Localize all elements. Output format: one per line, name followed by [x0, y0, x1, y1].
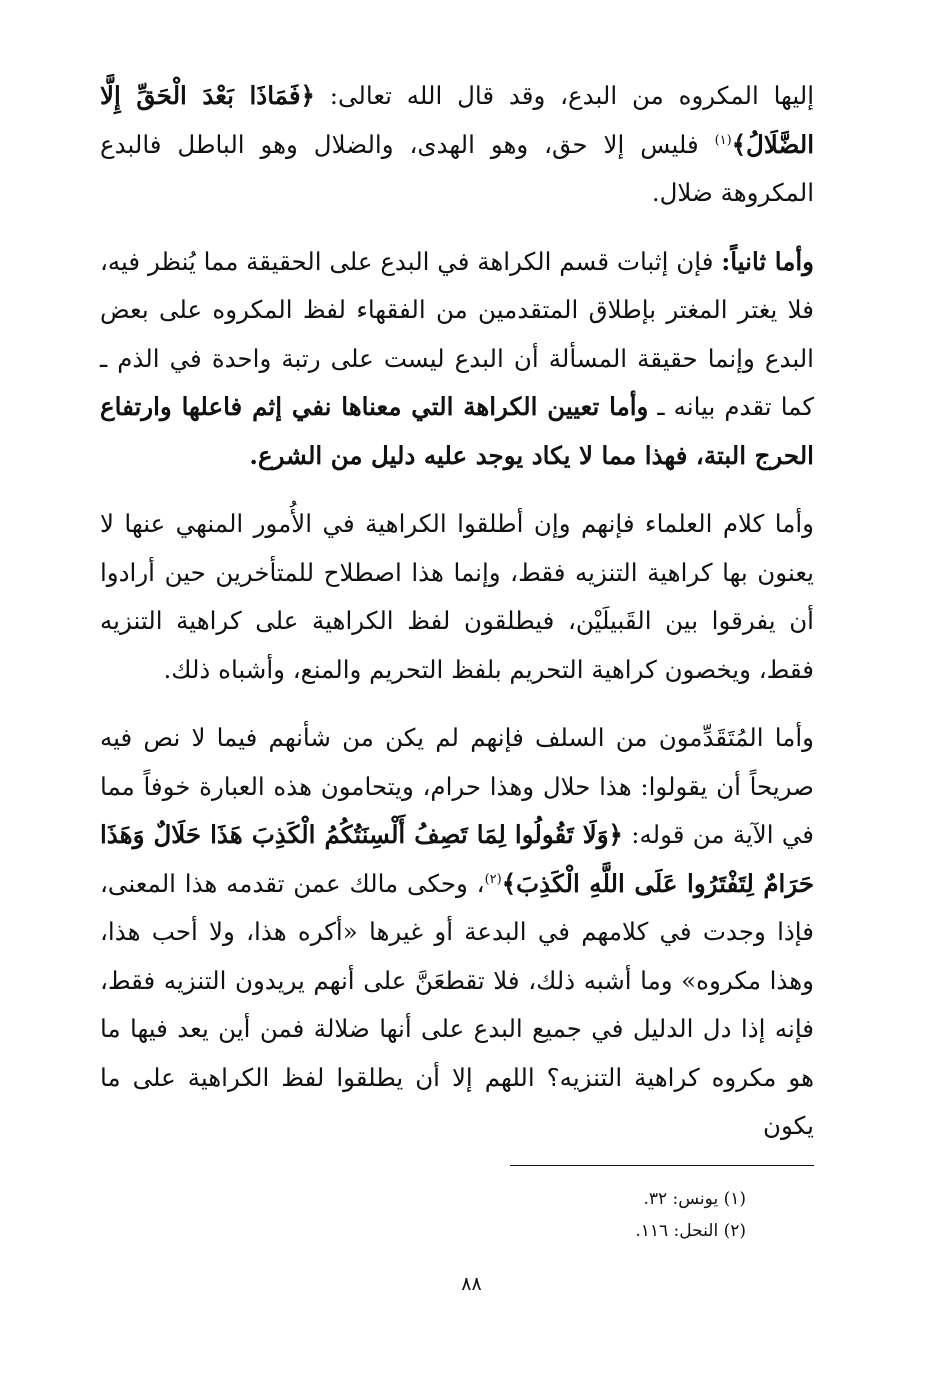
bold-heading-segment: وأما ثانياً:	[721, 246, 814, 276]
paragraph-2	[100, 238, 814, 481]
text-segment: فإن إثبات قسم الكراهة في البدع على الحقيقة مما يُنظر فيه، فلا يغتر المغتر بإطلاق المتقدمين من الفقهاء لفظ المكروه على بعض البدع وإنما حقيقة المسألة أن البدع ليست على رتبة واحدة في الذم ـ كما تقدم بيانه ـ	[100, 246, 814, 421]
footnote-2: (٢) النحل: ١١٦.	[635, 1221, 746, 1241]
text-segment: إليها المكروه من البدع، وقد قال الله تعالى:	[314, 81, 814, 110]
paragraph-4	[100, 714, 814, 1151]
quran-verse: ﴿وَلَا تَقُولُوا لِمَا تَصِفُ أَلْسِنَتُكُمُ الْكَذِبَ هَذَا حَلَالٌ وَهَذَا حَرَامٌ لِتَفْتَرُوا عَلَى اللَّهِ الْكَذِبَ﴾	[100, 820, 814, 898]
paragraph-3	[100, 500, 814, 694]
footnote-divider	[510, 1165, 814, 1166]
quran-verse: ﴿فَمَاذَا بَعْدَ الْحَقِّ إِلَّا الضَّلَالُ﴾	[100, 81, 814, 159]
footnote-1: (١) يونس: ٣٢.	[643, 1189, 746, 1209]
text-segment: فليس إلا حق، وهو الهدى، والضلال وهو الباطل فالبدع المكروهة ضلال.	[100, 129, 814, 207]
text-segment: وأما المُتَقَدِّمون من السلف فإنهم لم يكن من شأنهم فيما لا نص فيه صريحاً أن يقولوا: هذا حلال وهذا حرام، ويتحامون هذه العبارة خوفاً مما في الآية من قوله:	[100, 723, 814, 849]
paragraph-1	[100, 72, 814, 218]
bold-text-segment: وأما تعيين الكراهة التي معناها نفي إثم فاعلها وارتفاع الحرج البتة، فهذا مما لا يكاد يوجد عليه دليل من الشرع.	[100, 392, 814, 470]
text-segment: وأما كلام العلماء فإنهم وإن أطلقوا الكراهية في الأُمور المنهي عنها لا يعنون بها كراهية التنزيه فقط، وإنما هذا اصطلاح للمتأخرين حين أرادوا أن يفرقوا بين القَبيلَيْن، فيطلقون لفظ الكراهية على كراهية التنزيه فقط، ويخصون كراهية التحريم بلفظ التحريم والمنع، وأشباه ذلك.	[100, 509, 814, 684]
page-number: ٨٨	[461, 1273, 482, 1295]
text-segment: ، وحكى مالك عمن تقدمه هذا المعنى، فإذا وجدت في كلامهم في البدعة أو غيرها «أكره هذا، ولا أحب هذا، وهذا مكروه» وما أشبه ذلك، فلا تقطعَنَّ على أنهم يريدون التنزيه فقط، فإنه إذا دل الدليل في جميع البدع على أنها ضلالة فمن أين يعد فيها ما هو مكروه كراهية التنزيه؟ اللهم إلا أن يطلقوا لفظ الكراهية على ما يكون	[100, 868, 814, 1140]
footnotes	[400, 1183, 746, 1247]
footnote-reference[interactable]: (٢)	[484, 871, 502, 887]
footnote-reference[interactable]: (١)	[714, 132, 732, 148]
page-body	[100, 72, 814, 1151]
